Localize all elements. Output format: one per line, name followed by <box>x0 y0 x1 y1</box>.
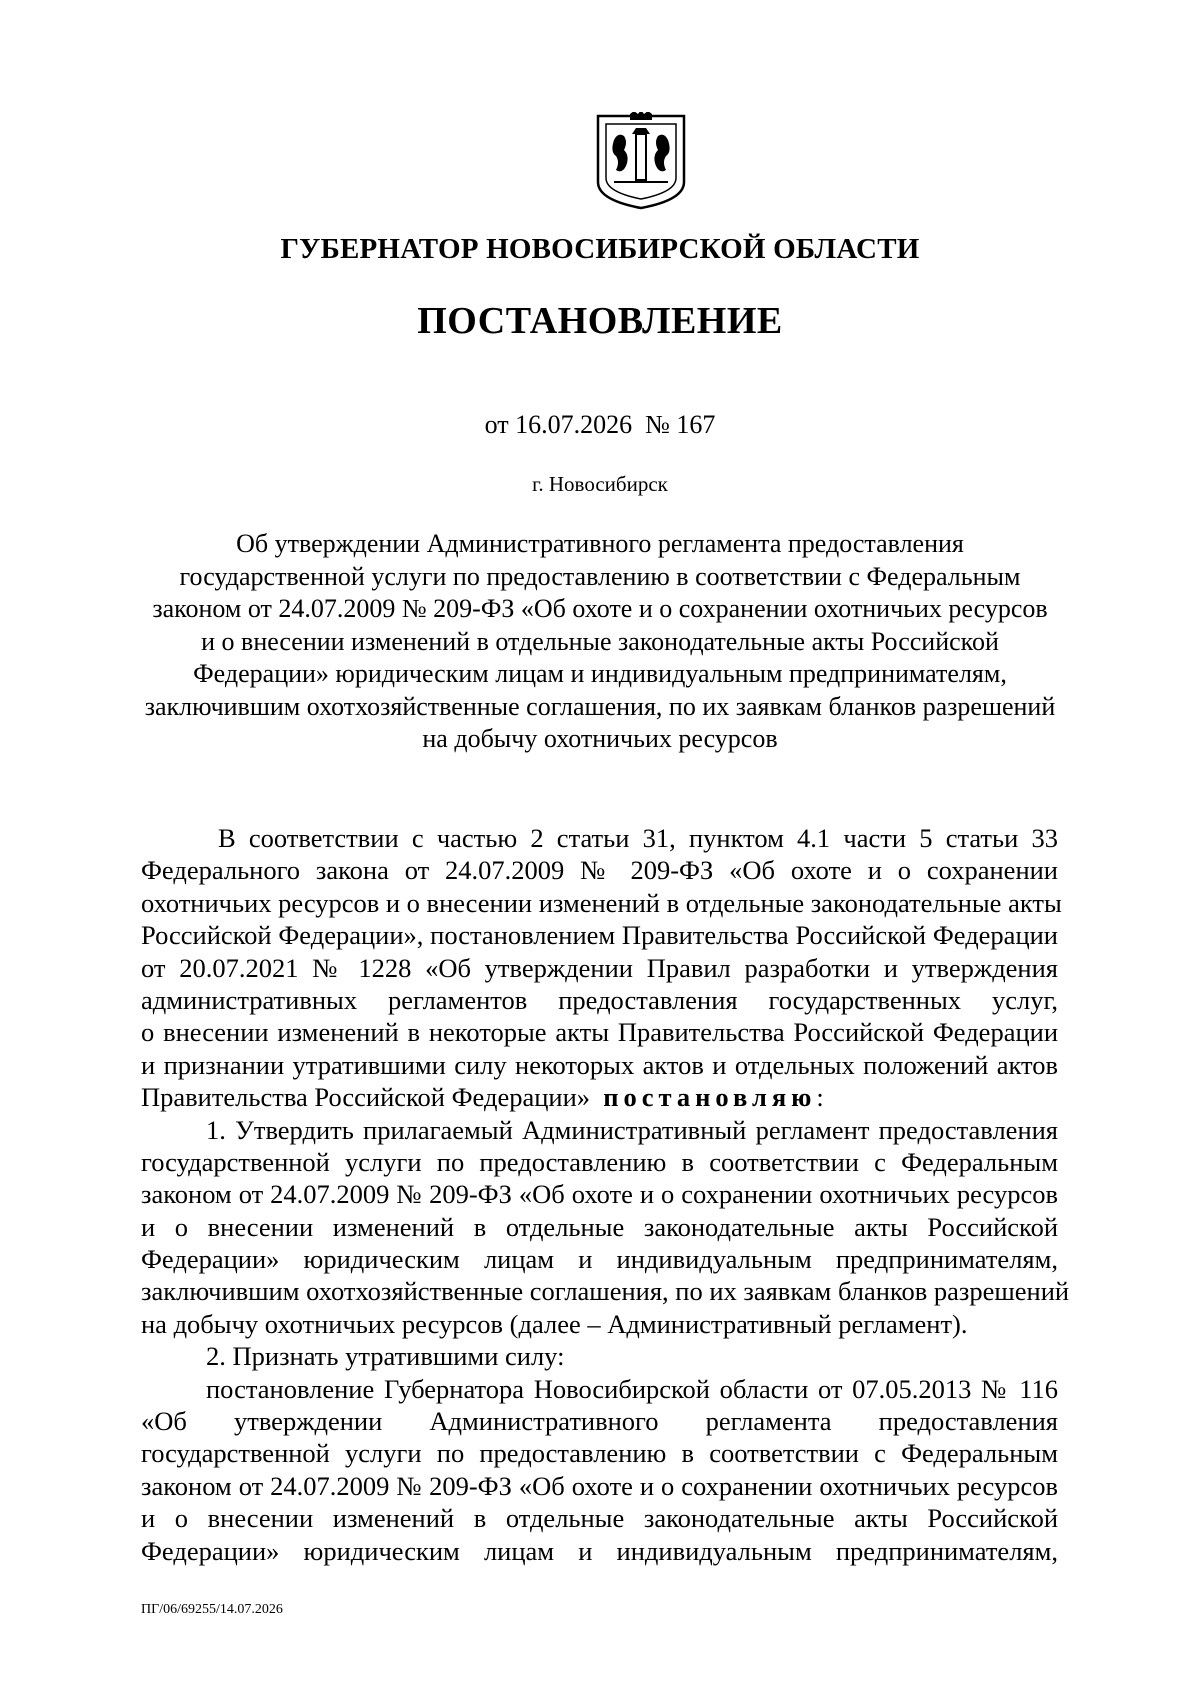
item1-line: заключившим охотхозяйственные соглашения, по их заявкам бланков разрешений <box>141 1276 1070 1307</box>
item1-line: Федерации» юридическим лицам и индивидуальным предпринимателям, <box>141 1244 1058 1275</box>
preamble-line: административных регламентов предоставления государственных услуг, <box>141 984 1058 1015</box>
item2-line: государственной услуги по предоставлению в соответствии с Федеральным <box>141 1438 1058 1469</box>
item2-line: законом от 24.07.2009 № 209-ФЗ «Об охоте и о сохранении охотничьих ресурсов <box>141 1470 1058 1501</box>
preamble-line: охотничьих ресурсов и о внесении изменений в отдельные законодательные акты <box>141 887 1062 918</box>
title-line: Об утверждении Административного регламента предоставления <box>236 529 964 558</box>
item2-line: и о внесении изменений в отдельные законодательные акты Российской <box>141 1503 1058 1534</box>
item2-line: «Об утверждении Административного регламента предоставления <box>141 1406 1058 1437</box>
place-of-issue: г. Новосибирск <box>532 472 668 496</box>
date-and-number: от 16.07.2026 № 167 <box>484 410 716 439</box>
document-body <box>141 822 1070 1567</box>
document-title <box>140 528 1060 756</box>
issuing-authority: ГУБЕРНАТОР НОВОСИБИРСКОЙ ОБЛАСТИ <box>280 233 920 265</box>
item2-line: Федерации» юридическим лицам и индивидуальным предпринимателям, <box>141 1535 1058 1566</box>
preamble-line-text: Правительства Российской Федерации» <box>141 1082 591 1113</box>
item2-line: постановление Губернатора Новосибирской области от 07.05.2013 № 116 <box>206 1373 1058 1404</box>
document-type: ПОСТАНОВЛЕНИЕ <box>417 300 783 342</box>
item1-line: и о внесении изменений в отдельные законодательные акты Российской <box>141 1211 1058 1242</box>
item1-line: 1. Утвердить прилагаемый Административный регламент предоставления <box>206 1114 1058 1145</box>
item1-line: законом от 24.07.2009 № 209-ФЗ «Об охоте и о сохранении охотничьих ресурсов <box>141 1179 1058 1210</box>
title-line: Федерации» юридическим лицам и индивидуальным предпринимателям, <box>193 659 1007 688</box>
title-line: и о внесении изменений в отдельные законодательные акты Российской <box>201 626 999 656</box>
item1-line: государственной услуги по предоставлению в соответствии с Федеральным <box>141 1146 1058 1177</box>
title-line: государственной услуги по предоставлению в соответствии с Федеральным <box>179 561 1021 591</box>
title-line: заключившим охотхозяйственные соглашения, по их заявкам бланков разрешений <box>144 691 1056 721</box>
preamble-line: В соответствии с частью 2 статьи 31, пунктом 4.1 части 5 статьи 33 <box>218 823 1058 853</box>
preamble-line: и признании утратившими силу некоторых актов и отдельных положений актов <box>141 1049 1058 1080</box>
item1-line: на добычу охотничьих ресурсов (далее – Административный регламент). <box>141 1308 968 1339</box>
preamble-line: от 20.07.2021 № 1228 «Об утверждении Правил разработки и утверждения <box>141 952 1058 983</box>
title-line: законом от 24.07.2009 № 209-ФЗ «Об охоте и о сохранении охотничьих ресурсов <box>152 594 1048 623</box>
decree-colon: : <box>816 1082 824 1113</box>
title-line: на добычу охотничьих ресурсов <box>422 724 778 753</box>
item2-heading: 2. Признать утратившими силу: <box>206 1341 565 1372</box>
preamble-last-line <box>141 1081 1058 1113</box>
preamble-line: Российской Федерации», постановлением Правительства Российской Федерации <box>141 920 1058 951</box>
preamble-line: Федерального закона от 24.07.2009 № 209-ФЗ «Об охоте и о сохранении <box>141 855 1058 886</box>
preamble-line: о внесении изменений в некоторые акты Правительства Российской Федерации <box>141 1017 1058 1048</box>
document-code: ПГ/06/69255/14.07.2026 <box>141 1602 283 1617</box>
coat-of-arms-icon <box>594 112 688 212</box>
decree-word: постановляю <box>603 1082 817 1113</box>
